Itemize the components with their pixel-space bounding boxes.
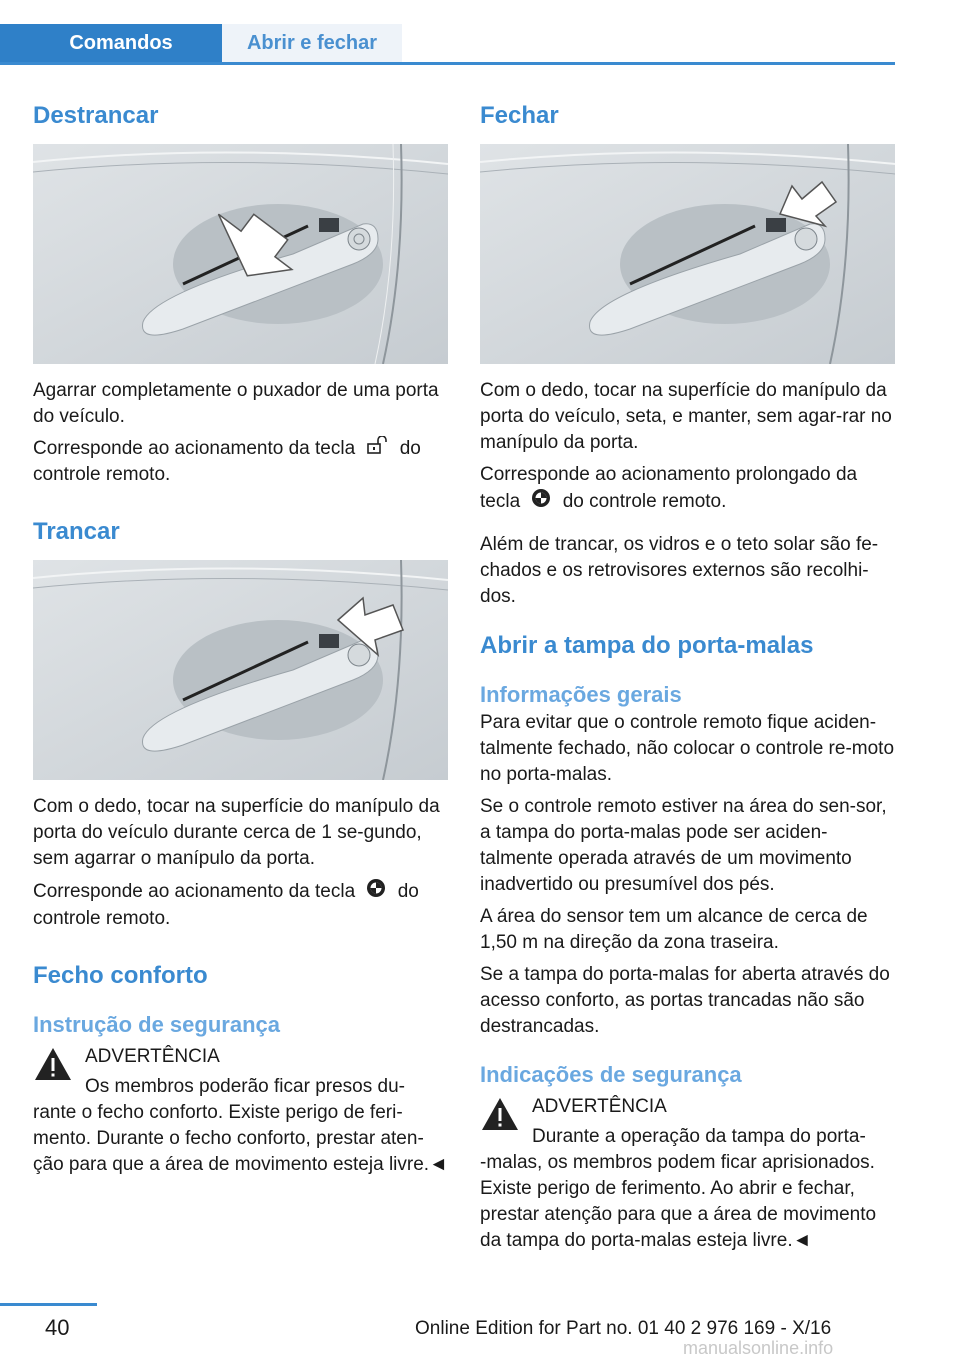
lock-text-2-after: do controle remoto. (33, 881, 419, 930)
footer-edition: Online Edition for Part no. 01 40 2 976 169 - X/16 (415, 1318, 832, 1339)
warning-line-1: Os membros poderão ficar presos du‐ (85, 1076, 405, 1098)
lock-text-2 (33, 878, 448, 932)
unlock-key-icon (366, 436, 388, 462)
warning-rest: rante o fecho conforto. Existe perigo de feri‐mento. Durante o fecho conforto, prestar aten‐ção para que a área de movimento esteja livre.◄ (33, 1102, 448, 1176)
warning-title: ADVERTÊNCIA (85, 1046, 220, 1068)
right-column (480, 100, 895, 1254)
left-column (33, 100, 448, 1178)
close-text-3: Além de trancar, os vidros e o teto solar são fe‐chados e os retrovisores externos são recolhi‐dos. (480, 534, 879, 607)
subheading-informacoes-gerais: Informações gerais (480, 682, 682, 707)
page-number: 40 (45, 1315, 70, 1340)
warning-rest: -malas, os membros podem ficar aprisionados. Existe perigo de ferimento. Ao abrir e fechar, prestar atenção para que a área de movimento da tampa do porta-malas esteja livre.◄ (480, 1152, 877, 1251)
trunk-text-1: Para evitar que o controle remoto fique aciden‐talmente fechado, não colocar o controle re‐moto no porta-malas. (480, 712, 895, 785)
lock-text-2-before: Corresponde ao acionamento da tecla (33, 881, 356, 903)
page-number-bar (0, 1303, 97, 1306)
unlock-text-2-after: do controle remoto. (33, 438, 421, 486)
warning-line-1: Durante a operação da tampa do porta‐ (532, 1126, 866, 1147)
close-text-2-after: do controle remoto. (562, 491, 727, 513)
warning-porta-malas (480, 1094, 895, 1254)
watermark: manualsonline.info (683, 1338, 834, 1358)
unlock-text-2-before: Corresponde ao acionamento da tecla (33, 438, 356, 460)
close-text-2 (480, 462, 895, 516)
figure-door-handle-close (480, 144, 895, 364)
heading-trancar: Trancar (33, 518, 120, 546)
unlock-text-2 (33, 436, 448, 488)
heading-fechar: Fechar (480, 102, 559, 129)
warning-triangle-icon (480, 1096, 520, 1137)
bmw-key-icon (531, 488, 551, 516)
tab-abrir-e-fechar[interactable]: Abrir e fechar (222, 24, 402, 62)
figure-door-handle-lock (33, 560, 448, 780)
subheading-instrucao-seguranca: Instrução de segurança (33, 1012, 280, 1038)
bmw-key-icon (366, 878, 386, 906)
close-text-1: Com o dedo, tocar na superfície do manípulo da porta do veículo, seta, e manter, sem agar‐rar no manípulo da porta. (480, 380, 892, 453)
heading-fecho-conforto: Fecho conforto (33, 962, 208, 990)
unlock-text-1: Agarrar completamente o puxador de uma porta do veículo. (33, 380, 439, 427)
warning-triangle-icon (33, 1046, 73, 1087)
subheading-indicacoes-seguranca: Indicações de segurança (480, 1062, 742, 1087)
lock-text-1: Com o dedo, tocar na superfície do manípulo da porta do veículo durante cerca de 1 se‐gundo, sem agarrar o manípulo da porta. (33, 796, 440, 870)
warning-fecho-conforto (33, 1044, 448, 1178)
tab-comandos[interactable]: Comandos (0, 24, 222, 62)
figure-door-handle-unlock (33, 144, 448, 364)
warning-title: ADVERTÊNCIA (532, 1096, 667, 1117)
close-text-2-before: Corresponde ao acionamento prolongado da tecla (480, 464, 858, 513)
header-tabs (0, 24, 895, 65)
heading-destrancar: Destrancar (33, 102, 159, 129)
trunk-text-2: Se o controle remoto estiver na área do sen‐sor, a tampa do porta-malas pode ser aciden‐talmente operada através de um movimento inadvertido ou presumível dos pés. (480, 796, 887, 895)
heading-abrir-tampa: Abrir a tampa do porta-malas (480, 632, 814, 659)
trunk-text-4: Se a tampa do porta-malas for aberta através do acesso conforto, as portas trancadas não são destrancadas. (480, 964, 890, 1037)
trunk-text-3: A área do sensor tem um alcance de cerca de 1,50 m na direção da zona traseira. (480, 906, 868, 953)
